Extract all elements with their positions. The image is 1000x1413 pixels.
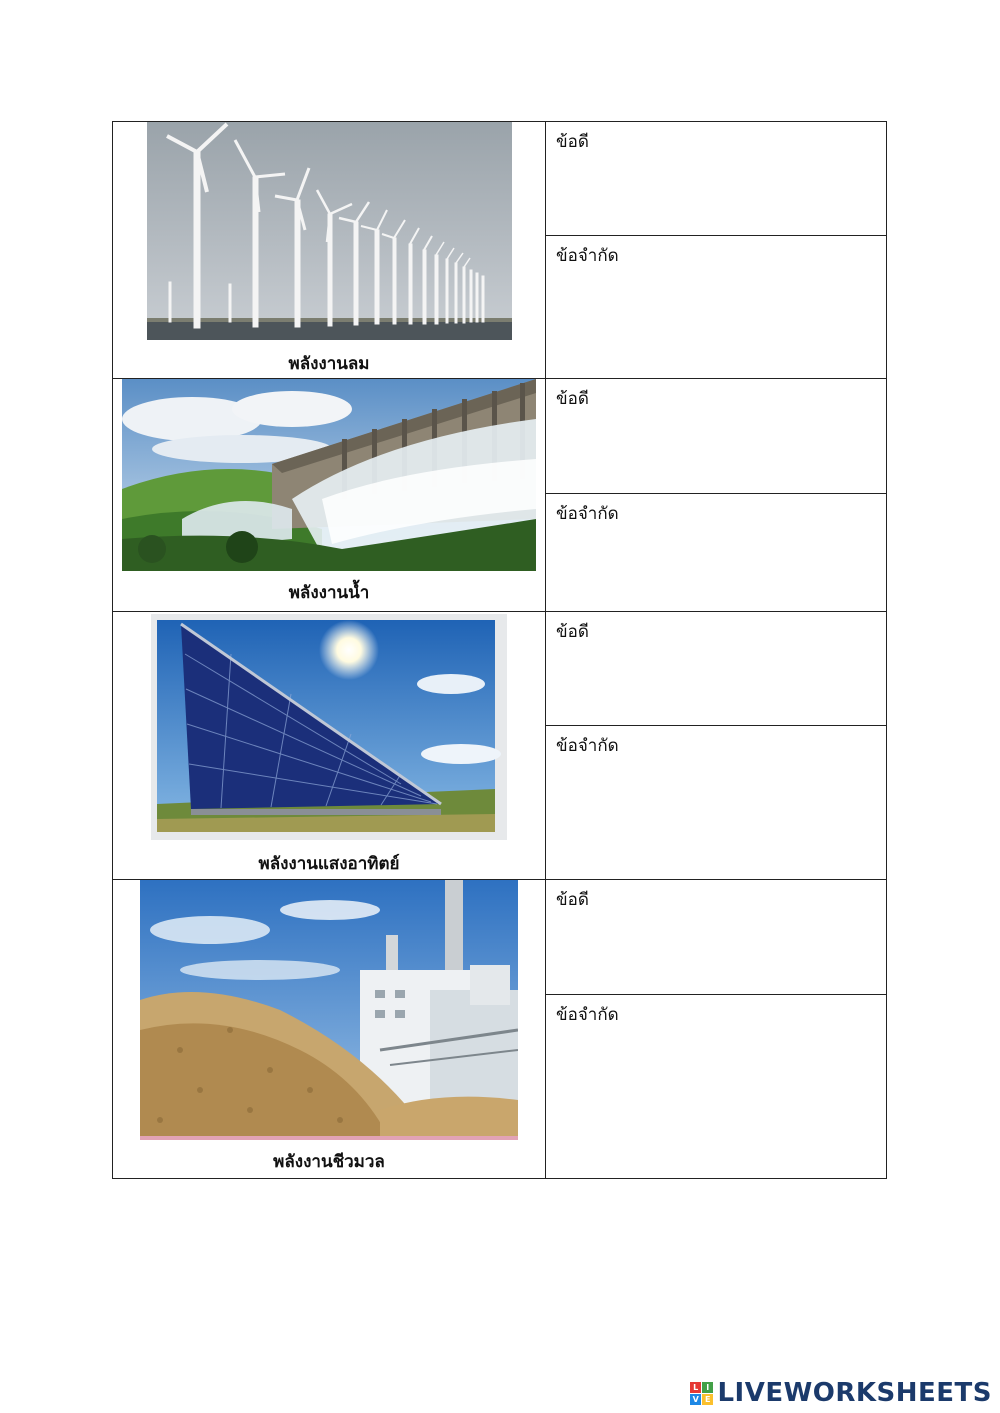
- hydro-energy-caption: พลังงานน้ำ: [288, 583, 370, 603]
- biomass-energy-caption: พลังงานชีวมวล: [273, 1152, 385, 1172]
- advantage-label: ข้อดี: [556, 132, 589, 152]
- limitation-label: ข้อจำกัด: [556, 736, 619, 756]
- wind-advantage-cell[interactable]: [546, 122, 887, 236]
- wind-image-cell: [113, 122, 546, 379]
- energy-worksheet-table: [112, 121, 887, 1179]
- hydro-limitation-cell[interactable]: [546, 494, 887, 612]
- solar-image-cell: [113, 612, 546, 880]
- limitation-label: ข้อจำกัด: [556, 246, 619, 266]
- liveworksheets-mark-icon: L I V E: [690, 1382, 713, 1405]
- limitation-label: ข้อจำกัด: [556, 504, 619, 524]
- biomass-plant-photo: [140, 880, 518, 1140]
- biomass-advantage-cell[interactable]: [546, 880, 887, 995]
- advantage-label: ข้อดี: [556, 389, 589, 409]
- biomass-image-cell: [113, 880, 546, 1179]
- liveworksheets-logo[interactable]: [690, 1380, 992, 1406]
- advantage-label: ข้อดี: [556, 890, 589, 910]
- wind-limitation-cell[interactable]: [546, 236, 887, 379]
- solar-energy-caption: พลังงานแสงอาทิตย์: [258, 854, 400, 874]
- wind-turbines-photo: [147, 122, 512, 340]
- brand-name: LIVEWORKSHEETS: [717, 1378, 992, 1408]
- hydro-dam-photo: [122, 379, 536, 571]
- hydro-advantage-cell[interactable]: [546, 379, 887, 494]
- biomass-limitation-cell[interactable]: [546, 995, 887, 1179]
- table-row: [113, 880, 887, 995]
- wind-energy-caption: พลังงานลม: [288, 354, 370, 374]
- limitation-label: ข้อจำกัด: [556, 1005, 619, 1025]
- table-row: [113, 379, 887, 494]
- advantage-label: ข้อดี: [556, 622, 589, 642]
- solar-panels-photo: [151, 614, 507, 840]
- solar-advantage-cell[interactable]: [546, 612, 887, 726]
- table-row: [113, 122, 887, 236]
- hydro-image-cell: [113, 379, 546, 612]
- table-row: [113, 612, 887, 726]
- solar-limitation-cell[interactable]: [546, 726, 887, 880]
